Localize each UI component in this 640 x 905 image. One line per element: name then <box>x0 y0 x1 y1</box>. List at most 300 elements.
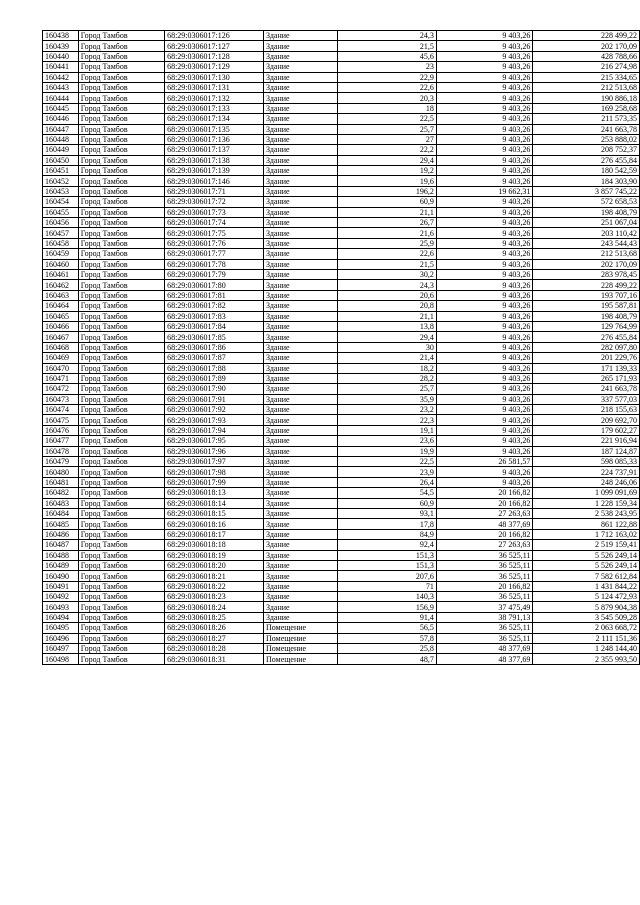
object-type-cell: Здание <box>264 114 338 124</box>
object-type-cell: Здание <box>264 197 338 207</box>
area-cell: 19,6 <box>338 176 436 186</box>
table-row <box>43 134 640 144</box>
object-type-cell: Здание <box>264 249 338 259</box>
municipality-cell: Город Тамбов <box>78 529 164 539</box>
specific-value-cell: 20 166,82 <box>436 529 533 539</box>
object-type-cell: Здание <box>264 342 338 352</box>
area-cell: 84,9 <box>338 529 436 539</box>
row-number-cell: 160494 <box>43 612 79 622</box>
row-number-cell: 160460 <box>43 259 79 269</box>
cadastral-value-cell: 218 155,63 <box>533 405 640 415</box>
row-number-cell: 160456 <box>43 218 79 228</box>
municipality-cell: Город Тамбов <box>78 581 164 591</box>
table-row <box>43 332 640 342</box>
cadastral-value-cell: 598 085,33 <box>533 457 640 467</box>
specific-value-cell: 36 525,11 <box>436 560 533 570</box>
cadastral-value-cell: 1 099 091,69 <box>533 488 640 498</box>
municipality-cell: Город Тамбов <box>78 592 164 602</box>
table-row <box>43 207 640 217</box>
object-type-cell: Здание <box>264 238 338 248</box>
table-row <box>43 498 640 508</box>
cadastral-number-cell: 68:29:0306017:72 <box>165 197 264 207</box>
row-number-cell: 160449 <box>43 145 79 155</box>
row-number-cell: 160439 <box>43 41 79 51</box>
object-type-cell: Здание <box>264 488 338 498</box>
area-cell: 29,4 <box>338 332 436 342</box>
table-row <box>43 623 640 633</box>
row-number-cell: 160458 <box>43 238 79 248</box>
row-number-cell: 160465 <box>43 311 79 321</box>
municipality-cell: Город Тамбов <box>78 124 164 134</box>
table-row <box>43 436 640 446</box>
specific-value-cell: 38 791,13 <box>436 612 533 622</box>
municipality-cell: Город Тамбов <box>78 114 164 124</box>
municipality-cell: Город Тамбов <box>78 519 164 529</box>
cadastral-value-cell: 276 455,84 <box>533 332 640 342</box>
area-cell: 207,6 <box>338 571 436 581</box>
object-type-cell: Здание <box>264 581 338 591</box>
object-type-cell: Помещение <box>264 644 338 654</box>
cadastral-value-cell: 169 258,68 <box>533 103 640 113</box>
cadastral-number-cell: 68:29:0306017:86 <box>165 342 264 352</box>
row-number-cell: 160441 <box>43 62 79 72</box>
table-row <box>43 41 640 51</box>
cadastral-value-cell: 1 431 844,22 <box>533 581 640 591</box>
area-cell: 92,4 <box>338 540 436 550</box>
cadastral-number-cell: 68:29:0306017:137 <box>165 145 264 155</box>
cadastral-value-cell: 7 582 612,84 <box>533 571 640 581</box>
row-number-cell: 160493 <box>43 602 79 612</box>
cadastral-value-cell: 243 544,43 <box>533 238 640 248</box>
cadastral-value-cell: 180 542,59 <box>533 166 640 176</box>
area-cell: 19,2 <box>338 166 436 176</box>
municipality-cell: Город Тамбов <box>78 644 164 654</box>
object-type-cell: Здание <box>264 415 338 425</box>
specific-value-cell: 9 403,26 <box>436 342 533 352</box>
cadastral-value-cell: 201 229,76 <box>533 353 640 363</box>
cadastral-number-cell: 68:29:0306017:88 <box>165 363 264 373</box>
cadastral-number-cell: 68:29:0306017:73 <box>165 207 264 217</box>
area-cell: 22,5 <box>338 457 436 467</box>
row-number-cell: 160485 <box>43 519 79 529</box>
area-cell: 20,6 <box>338 290 436 300</box>
cadastral-number-cell: 68:29:0306018:16 <box>165 519 264 529</box>
object-type-cell: Помещение <box>264 633 338 643</box>
municipality-cell: Город Тамбов <box>78 238 164 248</box>
municipality-cell: Город Тамбов <box>78 207 164 217</box>
object-type-cell: Здание <box>264 93 338 103</box>
row-number-cell: 160476 <box>43 425 79 435</box>
area-cell: 21,6 <box>338 228 436 238</box>
cadastral-number-cell: 68:29:0306017:127 <box>165 41 264 51</box>
area-cell: 22,5 <box>338 114 436 124</box>
specific-value-cell: 36 525,11 <box>436 571 533 581</box>
cadastral-value-cell: 193 707,16 <box>533 290 640 300</box>
table-row <box>43 31 640 41</box>
cadastral-value-cell: 5 526 249,14 <box>533 550 640 560</box>
cadastral-value-cell: 211 573,35 <box>533 114 640 124</box>
table-row <box>43 311 640 321</box>
cadastral-number-cell: 68:29:0306017:79 <box>165 269 264 279</box>
table-row <box>43 269 640 279</box>
cadastral-value-cell: 241 663,78 <box>533 384 640 394</box>
object-type-cell: Здание <box>264 301 338 311</box>
row-number-cell: 160445 <box>43 103 79 113</box>
area-cell: 23,2 <box>338 405 436 415</box>
row-number-cell: 160474 <box>43 405 79 415</box>
cadastral-number-cell: 68:29:0306018:17 <box>165 529 264 539</box>
municipality-cell: Город Тамбов <box>78 51 164 61</box>
cadastral-value-cell: 187 124,87 <box>533 446 640 456</box>
row-number-cell: 160486 <box>43 529 79 539</box>
cadastral-value-cell: 195 587,81 <box>533 301 640 311</box>
row-number-cell: 160454 <box>43 197 79 207</box>
municipality-cell: Город Тамбов <box>78 269 164 279</box>
municipality-cell: Город Тамбов <box>78 498 164 508</box>
specific-value-cell: 20 166,82 <box>436 498 533 508</box>
municipality-cell: Город Тамбов <box>78 103 164 113</box>
row-number-cell: 160481 <box>43 477 79 487</box>
object-type-cell: Здание <box>264 134 338 144</box>
table-row <box>43 145 640 155</box>
municipality-cell: Город Тамбов <box>78 31 164 41</box>
cadastral-number-cell: 68:29:0306018:21 <box>165 571 264 581</box>
table-row <box>43 280 640 290</box>
table-row <box>43 384 640 394</box>
cadastral-number-cell: 68:29:0306017:132 <box>165 93 264 103</box>
table-row <box>43 82 640 92</box>
cadastral-value-cell: 283 978,45 <box>533 269 640 279</box>
cadastral-number-cell: 68:29:0306018:18 <box>165 540 264 550</box>
municipality-cell: Город Тамбов <box>78 186 164 196</box>
municipality-cell: Город Тамбов <box>78 602 164 612</box>
object-type-cell: Здание <box>264 41 338 51</box>
cadastral-value-cell: 221 916,94 <box>533 436 640 446</box>
cadastral-number-cell: 68:29:0306017:126 <box>165 31 264 41</box>
municipality-cell: Город Тамбов <box>78 311 164 321</box>
municipality-cell: Город Тамбов <box>78 166 164 176</box>
row-number-cell: 160446 <box>43 114 79 124</box>
table-row <box>43 363 640 373</box>
table-row <box>43 124 640 134</box>
row-number-cell: 160443 <box>43 82 79 92</box>
object-type-cell: Здание <box>264 145 338 155</box>
object-type-cell: Здание <box>264 373 338 383</box>
municipality-cell: Город Тамбов <box>78 321 164 331</box>
table-row <box>43 602 640 612</box>
municipality-cell: Город Тамбов <box>78 82 164 92</box>
area-cell: 29,4 <box>338 155 436 165</box>
area-cell: 91,4 <box>338 612 436 622</box>
cadastral-number-cell: 68:29:0306017:146 <box>165 176 264 186</box>
object-type-cell: Здание <box>264 103 338 113</box>
specific-value-cell: 9 403,26 <box>436 176 533 186</box>
cadastral-number-cell: 68:29:0306017:99 <box>165 477 264 487</box>
municipality-cell: Город Тамбов <box>78 540 164 550</box>
cadastral-value-cell: 129 764,99 <box>533 321 640 331</box>
table-row <box>43 488 640 498</box>
table-row <box>43 457 640 467</box>
object-type-cell: Здание <box>264 602 338 612</box>
area-cell: 24,3 <box>338 280 436 290</box>
cadastral-number-cell: 68:29:0306017:89 <box>165 373 264 383</box>
table-row <box>43 62 640 72</box>
specific-value-cell: 9 403,26 <box>436 405 533 415</box>
row-number-cell: 160478 <box>43 446 79 456</box>
object-type-cell: Здание <box>264 405 338 415</box>
area-cell: 23,6 <box>338 436 436 446</box>
object-type-cell: Здание <box>264 155 338 165</box>
specific-value-cell: 9 403,26 <box>436 467 533 477</box>
object-type-cell: Здание <box>264 508 338 518</box>
object-type-cell: Здание <box>264 384 338 394</box>
cadastral-value-cell: 190 886,18 <box>533 93 640 103</box>
cadastral-value-cell: 428 788,66 <box>533 51 640 61</box>
cadastral-value-cell: 5 124 472,93 <box>533 592 640 602</box>
municipality-cell: Город Тамбов <box>78 62 164 72</box>
specific-value-cell: 9 403,26 <box>436 415 533 425</box>
cadastral-number-cell: 68:29:0306017:71 <box>165 186 264 196</box>
area-cell: 54,5 <box>338 488 436 498</box>
municipality-cell: Город Тамбов <box>78 218 164 228</box>
row-number-cell: 160498 <box>43 654 79 664</box>
municipality-cell: Город Тамбов <box>78 425 164 435</box>
row-number-cell: 160448 <box>43 134 79 144</box>
municipality-cell: Город Тамбов <box>78 197 164 207</box>
cadastral-number-cell: 68:29:0306017:87 <box>165 353 264 363</box>
table-row <box>43 72 640 82</box>
municipality-cell: Город Тамбов <box>78 363 164 373</box>
object-type-cell: Здание <box>264 457 338 467</box>
specific-value-cell: 9 403,26 <box>436 363 533 373</box>
table-row <box>43 176 640 186</box>
area-cell: 21,4 <box>338 353 436 363</box>
table-row <box>43 550 640 560</box>
cadastral-value-cell: 2 538 243,95 <box>533 508 640 518</box>
municipality-cell: Город Тамбов <box>78 72 164 82</box>
row-number-cell: 160491 <box>43 581 79 591</box>
table-row <box>43 612 640 622</box>
row-number-cell: 160490 <box>43 571 79 581</box>
table-row <box>43 259 640 269</box>
table-row <box>43 519 640 529</box>
specific-value-cell: 9 403,26 <box>436 259 533 269</box>
row-number-cell: 160477 <box>43 436 79 446</box>
row-number-cell: 160438 <box>43 31 79 41</box>
object-type-cell: Здание <box>264 31 338 41</box>
row-number-cell: 160480 <box>43 467 79 477</box>
row-number-cell: 160466 <box>43 321 79 331</box>
area-cell: 22,2 <box>338 145 436 155</box>
cadastral-value-cell: 2 519 159,41 <box>533 540 640 550</box>
cadastral-number-cell: 68:29:0306017:133 <box>165 103 264 113</box>
table-row <box>43 425 640 435</box>
row-number-cell: 160497 <box>43 644 79 654</box>
cadastral-number-cell: 68:29:0306018:20 <box>165 560 264 570</box>
specific-value-cell: 9 403,26 <box>436 425 533 435</box>
cadastral-value-cell: 248 246,06 <box>533 477 640 487</box>
row-number-cell: 160461 <box>43 269 79 279</box>
object-type-cell: Здание <box>264 228 338 238</box>
area-cell: 18 <box>338 103 436 113</box>
object-type-cell: Здание <box>264 498 338 508</box>
specific-value-cell: 26 581,57 <box>436 457 533 467</box>
cadastral-number-cell: 68:29:0306017:128 <box>165 51 264 61</box>
municipality-cell: Город Тамбов <box>78 155 164 165</box>
cadastral-value-cell: 3 545 509,28 <box>533 612 640 622</box>
table-row <box>43 415 640 425</box>
area-cell: 28,2 <box>338 373 436 383</box>
specific-value-cell: 48 377,69 <box>436 644 533 654</box>
table-row <box>43 114 640 124</box>
municipality-cell: Город Тамбов <box>78 612 164 622</box>
table-body <box>43 31 640 665</box>
table-row <box>43 155 640 165</box>
row-number-cell: 160453 <box>43 186 79 196</box>
area-cell: 25,9 <box>338 238 436 248</box>
area-cell: 24,3 <box>338 31 436 41</box>
area-cell: 25,7 <box>338 384 436 394</box>
cadastral-number-cell: 68:29:0306018:31 <box>165 654 264 664</box>
specific-value-cell: 37 475,49 <box>436 602 533 612</box>
specific-value-cell: 48 377,69 <box>436 654 533 664</box>
specific-value-cell: 9 403,26 <box>436 353 533 363</box>
table-row <box>43 467 640 477</box>
cadastral-value-cell: 5 526 249,14 <box>533 560 640 570</box>
specific-value-cell: 9 403,26 <box>436 436 533 446</box>
object-type-cell: Здание <box>264 207 338 217</box>
cadastral-value-cell: 572 658,53 <box>533 197 640 207</box>
row-number-cell: 160450 <box>43 155 79 165</box>
cadastral-value-cell: 253 888,02 <box>533 134 640 144</box>
row-number-cell: 160463 <box>43 290 79 300</box>
object-type-cell: Здание <box>264 332 338 342</box>
row-number-cell: 160451 <box>43 166 79 176</box>
object-type-cell: Здание <box>264 186 338 196</box>
row-number-cell: 160482 <box>43 488 79 498</box>
table-row <box>43 529 640 539</box>
specific-value-cell: 9 403,26 <box>436 207 533 217</box>
area-cell: 93,1 <box>338 508 436 518</box>
municipality-cell: Город Тамбов <box>78 176 164 186</box>
row-number-cell: 160492 <box>43 592 79 602</box>
specific-value-cell: 9 403,26 <box>436 332 533 342</box>
cadastral-number-cell: 68:29:0306017:92 <box>165 405 264 415</box>
row-number-cell: 160495 <box>43 623 79 633</box>
table-row <box>43 103 640 113</box>
cadastral-number-cell: 68:29:0306017:82 <box>165 301 264 311</box>
table-row <box>43 654 640 664</box>
area-cell: 196,2 <box>338 186 436 196</box>
specific-value-cell: 19 662,31 <box>436 186 533 196</box>
cadastral-number-cell: 68:29:0306017:139 <box>165 166 264 176</box>
object-type-cell: Здание <box>264 269 338 279</box>
municipality-cell: Город Тамбов <box>78 259 164 269</box>
specific-value-cell: 9 403,26 <box>436 62 533 72</box>
municipality-cell: Город Тамбов <box>78 488 164 498</box>
municipality-cell: Город Тамбов <box>78 353 164 363</box>
row-number-cell: 160444 <box>43 93 79 103</box>
object-type-cell: Здание <box>264 560 338 570</box>
row-number-cell: 160472 <box>43 384 79 394</box>
cadastral-number-cell: 68:29:0306018:22 <box>165 581 264 591</box>
specific-value-cell: 20 166,82 <box>436 488 533 498</box>
municipality-cell: Город Тамбов <box>78 623 164 633</box>
area-cell: 21,5 <box>338 41 436 51</box>
row-number-cell: 160484 <box>43 508 79 518</box>
municipality-cell: Город Тамбов <box>78 415 164 425</box>
cadastral-value-cell: 228 499,22 <box>533 31 640 41</box>
area-cell: 35,9 <box>338 394 436 404</box>
row-number-cell: 160469 <box>43 353 79 363</box>
municipality-cell: Город Тамбов <box>78 145 164 155</box>
cadastral-number-cell: 68:29:0306017:97 <box>165 457 264 467</box>
area-cell: 27 <box>338 134 436 144</box>
cadastral-value-cell: 2 355 993,50 <box>533 654 640 664</box>
municipality-cell: Город Тамбов <box>78 405 164 415</box>
specific-value-cell: 9 403,26 <box>436 82 533 92</box>
specific-value-cell: 9 403,26 <box>436 197 533 207</box>
cadastral-number-cell: 68:29:0306017:129 <box>165 62 264 72</box>
cadastral-value-cell: 276 455,84 <box>533 155 640 165</box>
specific-value-cell: 20 166,82 <box>436 581 533 591</box>
specific-value-cell: 9 403,26 <box>436 51 533 61</box>
specific-value-cell: 9 403,26 <box>436 31 533 41</box>
specific-value-cell: 9 403,26 <box>436 228 533 238</box>
object-type-cell: Здание <box>264 436 338 446</box>
cadastral-number-cell: 68:29:0306017:78 <box>165 259 264 269</box>
cadastral-number-cell: 68:29:0306017:83 <box>165 311 264 321</box>
row-number-cell: 160467 <box>43 332 79 342</box>
table-row <box>43 633 640 643</box>
cadastral-value-table <box>42 30 640 665</box>
cadastral-value-cell: 184 303,90 <box>533 176 640 186</box>
area-cell: 25,8 <box>338 644 436 654</box>
specific-value-cell: 9 403,26 <box>436 166 533 176</box>
table-row <box>43 373 640 383</box>
row-number-cell: 160471 <box>43 373 79 383</box>
area-cell: 60,9 <box>338 498 436 508</box>
object-type-cell: Здание <box>264 72 338 82</box>
municipality-cell: Город Тамбов <box>78 41 164 51</box>
cadastral-number-cell: 68:29:0306017:134 <box>165 114 264 124</box>
cadastral-value-cell: 212 513,68 <box>533 82 640 92</box>
area-cell: 21,1 <box>338 207 436 217</box>
row-number-cell: 160496 <box>43 633 79 643</box>
cadastral-number-cell: 68:29:0306017:95 <box>165 436 264 446</box>
table-row <box>43 571 640 581</box>
object-type-cell: Здание <box>264 62 338 72</box>
row-number-cell: 160483 <box>43 498 79 508</box>
table-row <box>43 446 640 456</box>
municipality-cell: Город Тамбов <box>78 228 164 238</box>
row-number-cell: 160464 <box>43 301 79 311</box>
cadastral-number-cell: 68:29:0306017:77 <box>165 249 264 259</box>
object-type-cell: Здание <box>264 446 338 456</box>
municipality-cell: Город Тамбов <box>78 654 164 664</box>
object-type-cell: Помещение <box>264 623 338 633</box>
object-type-cell: Здание <box>264 82 338 92</box>
object-type-cell: Здание <box>264 519 338 529</box>
specific-value-cell: 9 403,26 <box>436 311 533 321</box>
cadastral-value-cell: 1 248 144,40 <box>533 644 640 654</box>
cadastral-value-cell: 2 063 668,72 <box>533 623 640 633</box>
area-cell: 26,7 <box>338 218 436 228</box>
municipality-cell: Город Тамбов <box>78 436 164 446</box>
table-row <box>43 166 640 176</box>
cadastral-value-cell: 282 097,80 <box>533 342 640 352</box>
cadastral-number-cell: 68:29:0306018:24 <box>165 602 264 612</box>
